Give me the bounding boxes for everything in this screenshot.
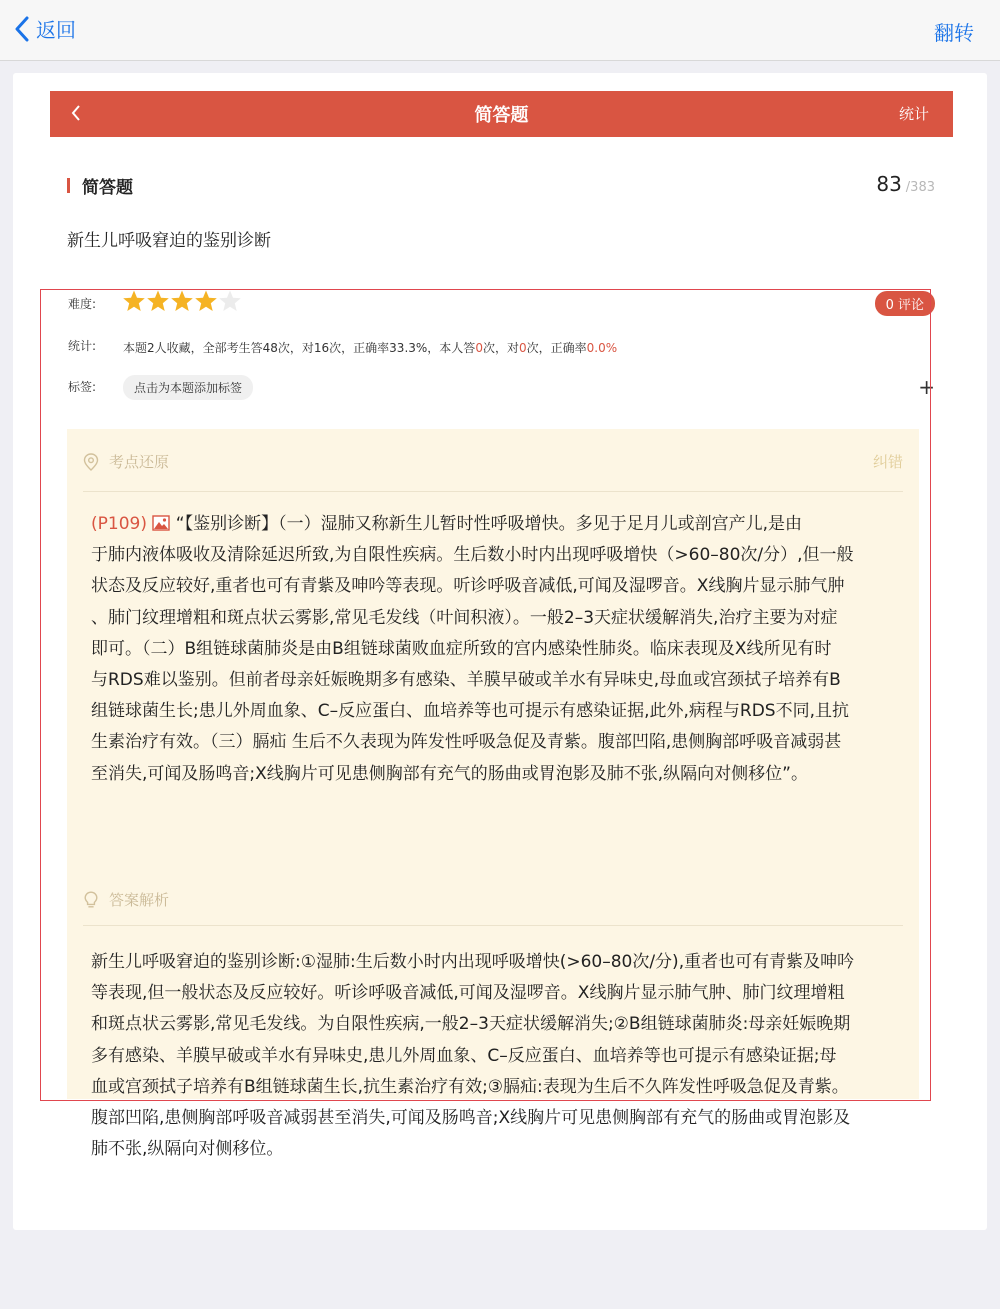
text-line xyxy=(91,696,921,727)
stats-text xyxy=(123,339,617,356)
answer-header xyxy=(83,889,169,910)
text-line xyxy=(91,571,921,602)
question-text: 新生儿呼吸窘迫的鉴别诊断 xyxy=(67,231,271,251)
text-segment: 状态及反应较好,重者也可有青紫及呻吟等表现。听诊呼吸音减低,可闻及湿啰音。X线胸片显示肺气肿 xyxy=(91,576,845,597)
point-header xyxy=(83,451,169,472)
text-segment: 、肺门纹理增粗和斑点状云雾影,常见毛发线（叶间积液）。一般2–3天症状缓解消失,治疗主要为对症 xyxy=(91,607,838,628)
section-marker xyxy=(67,178,70,193)
stats-part: 次，对 xyxy=(482,341,519,355)
stats-own-answered: 0 xyxy=(475,341,483,355)
question-type xyxy=(67,173,133,198)
stats-own-rate: 0.0% xyxy=(586,341,618,355)
text-segment: 血或宫颈拭子培养有B组链球菌生长,抗生素治疗有效;③膈疝:表现为生后不久阵发性呼吸急促及青紫。 xyxy=(91,1076,849,1097)
stats-own-correct: 0 xyxy=(518,341,527,355)
text-segment: 等表现,但一般状态及反应较好。听诊呼吸音减低,可闻及湿啰音。X线胸片显示肺气肿、肺门纹理增粗 xyxy=(91,983,845,1004)
text-segment: 至消失,可闻及肠鸣音;X线胸片可见患侧胸部有充气的肠曲或胃泡影及肺不张,纵隔向对侧移位”。 xyxy=(91,763,808,784)
image-icon[interactable] xyxy=(152,515,170,531)
text-line xyxy=(91,1009,921,1040)
text-segment: “【鉴别诊断】（一）湿肺又称新生儿暂时性呼吸增快。多见于足月儿或剖宫产儿,是由 xyxy=(175,514,802,534)
text-segment: 和斑点状云雾影,常见毛发线。为自限性疾病,一般2–3天症状缓解消失;②B组链球菌肺炎:母亲妊娠晚期 xyxy=(91,1014,851,1035)
star-icon xyxy=(218,289,242,313)
text-segment: 生素治疗有效。（三）膈疝 生后不久表现为阵发性呼吸急促及青紫。腹部凹陷,患侧胸部呼吸音减弱甚 xyxy=(91,732,842,753)
question-counter xyxy=(876,172,935,196)
text-segment: 组链球菌生长;患儿外周血象、C–反应蛋白、血培养等也可提示有感染证据,此外,病程与RDS不同,且抗 xyxy=(91,701,850,722)
star-icon xyxy=(170,289,194,313)
text-line xyxy=(91,1041,921,1072)
text-line xyxy=(91,540,921,571)
star-icon xyxy=(122,289,146,313)
text-segment: 腹部凹陷,患侧胸部呼吸音减弱甚至消失,可闻及肠鸣音;X线胸片可见患侧胸部有充气的肠曲或胃泡影及 xyxy=(91,1108,851,1129)
chevron-left-icon xyxy=(14,16,30,42)
total-number: /383 xyxy=(905,180,935,195)
text-line xyxy=(91,634,921,665)
explanation-panel xyxy=(67,429,919,1160)
answer-body xyxy=(91,947,921,1165)
star-icon xyxy=(194,289,218,313)
content-card xyxy=(13,73,987,1230)
text-line xyxy=(91,1103,921,1134)
text-segment: 与RDS难以鉴别。但前者母亲妊娠晚期多有感染、羊膜早破或羊水有异味史,母血或宫颈拭子培养有B xyxy=(91,670,841,691)
stats-part: 次，正确率 xyxy=(526,341,587,355)
text-line xyxy=(91,509,921,540)
text-line xyxy=(91,665,921,696)
text-segment: 肺不张,纵隔向对侧移位。 xyxy=(91,1139,284,1160)
text-line xyxy=(91,759,921,790)
text-line xyxy=(91,603,921,634)
text-line xyxy=(91,978,921,1009)
stats-part: 本题2人收藏，全部考生答48次，对16次，正确率33.3%，本人答 xyxy=(123,341,476,355)
comment-button[interactable]: 0 评论 xyxy=(875,291,935,316)
back-button[interactable] xyxy=(14,14,76,43)
plus-icon[interactable]: + xyxy=(918,375,935,399)
text-line xyxy=(91,727,921,758)
add-tag-button[interactable]: 点击为本题添加标签 xyxy=(123,375,253,400)
question-screenshot xyxy=(50,73,953,1208)
location-pin-icon xyxy=(83,453,99,471)
flip-button[interactable]: 翻转 xyxy=(934,21,974,45)
point-body xyxy=(91,509,921,790)
text-line xyxy=(91,947,921,978)
app-header xyxy=(50,91,953,137)
text-line xyxy=(91,1134,921,1165)
difficulty-label: 难度: xyxy=(68,297,97,311)
divider xyxy=(83,925,903,926)
answer-header-label: 答案解析 xyxy=(109,891,170,909)
navigation-bar xyxy=(0,0,1000,61)
text-segment: 即可。（二）B组链球菌肺炎是由B组链球菌败血症所致的宫内感染性肺炎。临床表现及X线所见有时 xyxy=(91,638,832,659)
header-title: 简答题 xyxy=(474,105,529,126)
text-segment: 于肺内液体吸收及清除延迟所致,为自限性疾病。生后数小时内出现呼吸增快（>60–80次/分）,但一般 xyxy=(91,545,854,566)
stats-label: 统计: xyxy=(68,339,97,353)
text-segment: 新生儿呼吸窘迫的鉴别诊断:①湿肺:生后数小时内出现呼吸增快(>60–80次/分),重者也可有青紫及呻吟 xyxy=(91,952,855,972)
stats-button[interactable]: 统计 xyxy=(898,105,929,123)
question-type-label: 简答题 xyxy=(82,178,133,198)
text-segment: 多有感染、羊膜早破或羊水有异味史,患儿外周血象、C–反应蛋白、血培养等也可提示有感染证据;母 xyxy=(91,1045,837,1066)
point-header-label: 考点还原 xyxy=(109,453,170,471)
divider xyxy=(83,491,903,492)
back-label: 返回 xyxy=(36,18,76,42)
lightbulb-icon xyxy=(83,891,99,909)
star-icon xyxy=(146,289,170,313)
difficulty-stars xyxy=(122,289,242,313)
page-reference[interactable]: (P109) xyxy=(91,514,147,534)
correction-button[interactable]: 纠错 xyxy=(872,453,903,471)
current-number: 83 xyxy=(876,172,902,196)
tags-label: 标签: xyxy=(68,380,97,394)
text-line xyxy=(91,1072,921,1103)
